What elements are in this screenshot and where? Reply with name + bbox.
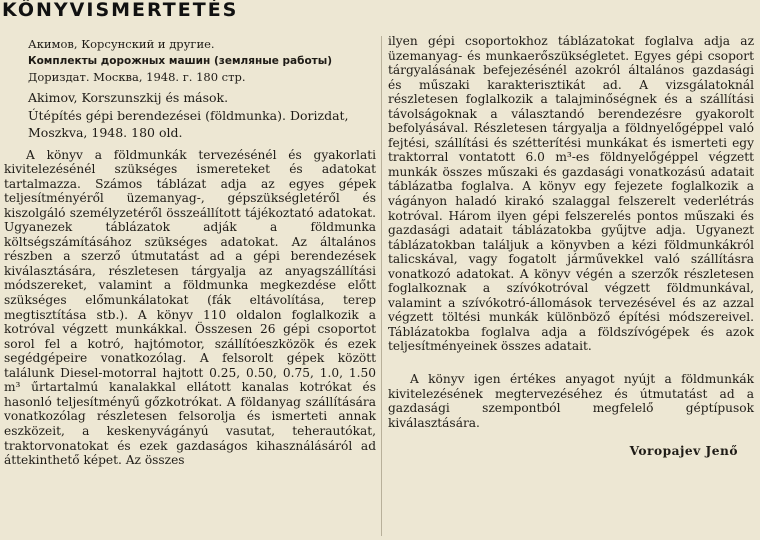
- left-column: [4, 36, 376, 468]
- column-divider: [381, 36, 382, 536]
- article-closing-paragraph: A könyv igen értékes anyagot nyújt a földmunkák kivitelezésének megtervezéséhez és útmutatást ad a gazdasági szempontból megfelelő géptípusok kiválasztására.: [388, 372, 754, 430]
- article-paragraph-continued: ilyen gépi csoportokhoz táblázatokat foglalva adja az üzemanyag- és munkaerőszükségletet. Egyes gépi csoport tárgyalásának befejezésénél azokról általános gazdasági és műszaki karakterisztikát ad. A vizsgálatoknál részletesen foglalkozik a talajminőségnek és a szállítási távolságoknak a választandó berendezésre gyakorolt befolyásával. Részletesen tárgyalja a földnyelőgéppel való fejtési, szállítási és szétterítési munkákat és ismerteti egy traktorral vontatott 6.0 m³-es földnyelőgéppel végzett munkák összes műszaki és gazdasági vonatkozású adatait táblázatba foglalva. A könyv egy fejezete foglalkozik a vágányon haladó kirakó szalaggal felszerelt vederlétrás kotróval. Három ilyen gépi felszerelés pontos műszaki és gazdasági adatait táblázatokba gyűjtve adja. Ugyanezt táblázatokban találjuk a könyvben a kézi földmunkákról talicskával, vagy fogatolt járművekkel való szállításra vonatkozó adatokat. A könyv végén a szerzők részletesen foglalkoznak a szívókotróval végzett földmunkával, valamint a szívókotró-állomások tervezésével és az azzal végzett töltési munkák különböző építési módszereivel. Táblázatokba foglalva adja a földszívógépek és azok teljesítményeinek összes adatait.: [388, 34, 754, 354]
- right-column: [388, 34, 754, 458]
- article-paragraph: A könyv a földmunkák tervezésénél és gyakorlati kivitelezésénél szükséges ismereteket és adatokat tartalmazza. Számos táblázat adja az egyes gépek teljesítményéről üzemanyag-, gépszükségletéről és kiszolgáló személyzetéről összeállított tájékoztató adatokat. Ugyanezek táblázatok adják a földmunka költségszámításához szükséges adatokat. Az általános részben a szerző útmutatást ad a gépi berendezések kiválasztására, részletesen tárgyalja az anyagszállítási módszereket, valamint a földmunka megkezdése előtt szükséges előmunkálatokat (fák eltávolítása, terep megtisztítása stb.). A könyv 110 oldalon foglalkozik a kotróval végzett munkákkal. Összesen 26 gépi csoportot sorol fel a kotró, hajtómotor, szállítóeszközök és ezek segédgépeire vonatkozólag. A felsorolt gépek között találunk Diesel-motorral hajtott 0.25, 0.50, 0.75, 1.0, 1.50 m³ űrtartalmú kanalakkal ellátott kanalas kotrókat és hasonló teljesítményű gőzkotrókat. A földanyag szállítására vonatkozólag részletesen felsorolja és ismerteti annak eszközeit, a keskenyvágányú vasutat, teherautókat, traktorvonatokat és ezek gazdaságos kihasználásáról ad áttekinthető képet. Az összes: [4, 147, 376, 468]
- reference-russian-title: Комплекты дорожных машин (земляные работы): [28, 54, 333, 67]
- reviewer-signature: Voropajev Jenő: [629, 444, 738, 459]
- reference-hungarian-title: Útépítés gépi berendezései (földmunka). Dorizdat, Moszkva, 1948. 180 old.: [28, 108, 349, 140]
- reference-russian-publisher: Дориздат. Москва, 1948. г. 180 стр.: [28, 70, 246, 85]
- section-heading: KÖNYVISMERTETÉS: [2, 0, 239, 21]
- reference-hungarian-authors: Akimov, Korszunszkij és mások.: [28, 89, 229, 105]
- reference-russian-authors: Акимов, Корсунский и другие.: [28, 37, 215, 51]
